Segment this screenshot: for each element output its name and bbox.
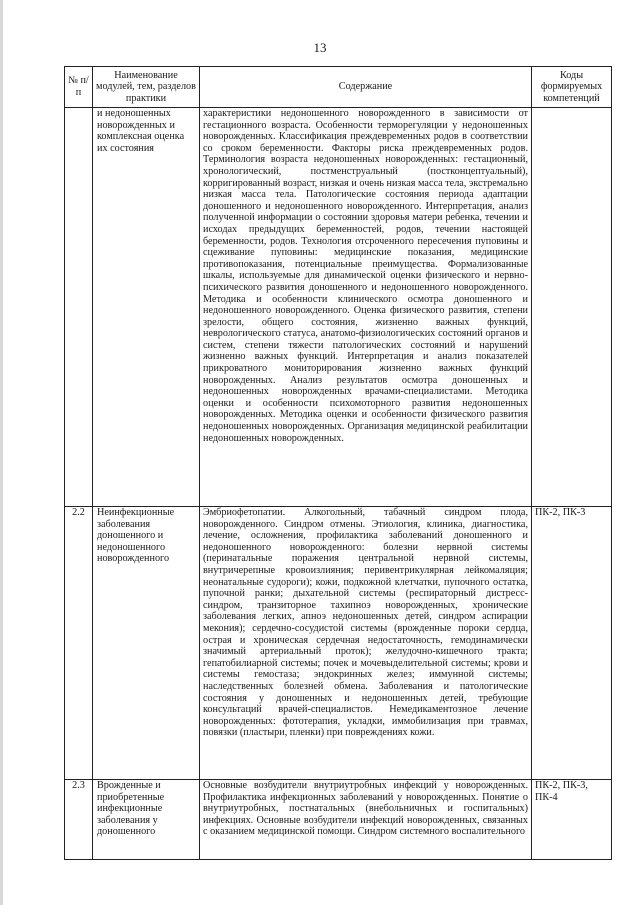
- row-codes: ПК-2, ПК-3, ПК-4: [532, 780, 612, 860]
- row-number: [65, 108, 93, 507]
- row-codes: ПК-2, ПК-3: [532, 507, 612, 780]
- row-number: 2.3: [65, 780, 93, 860]
- header-content: Содержание: [200, 67, 532, 108]
- page-number: 13: [313, 40, 327, 55]
- header-codes: Коды формируемых компетенций: [532, 67, 612, 108]
- scan-edge: [0, 0, 3, 905]
- table-header-row: [65, 67, 612, 108]
- row-content: характеристики недоношенного новорожденного в зависимости от гестационного возраста. Особенности терморегуляции у недоношенных новорожденных. Классификация преждевременных родов в соответствии со сроком беременности. Факторы риска преждевременных родов. Терминология возраста недоношенных новорожденных: гестационный, хронологический, постменструальный (постконцептуальный), корригированный возраст, низкая и очень низкая масса тела, экстремально низкая масса тела. Патологические состояния периода адаптации доношенного и недоношенного новорожденного. Интерпретация, анализ полученной информации о состоянии здоровья матери ребенка, течении и исходах предыдущих беременностей, родов, течении настоящей беременности, родов. Технология отсроченного пересечения пуповины и сцеживание пуповины: медицинские показания, медицинские противопоказания, потенциальные преимущества. Формализованные шкалы, используемые для динамической оценки физического и нервно-психического развития доношенного и недоношенного новорожденного. Методика и особенности клинического осмотра доношенного и недоношенного новорожденного. Оценка физического развития, степени зрелости, общего состояния, жизненно важных функций, неврологического статуса, анатомо-физиологических состояний органов и систем, степени тяжести патологических состояний и нарушений жизненно важных функций. Интерпретация и анализ показателей прикроватного мониторирования жизненно важных функций новорожденных. Анализ результатов осмотра доношенных и недоношенных новорожденных врачами-специалистами. Методика оценки и особенности психомоторного развития недоношенных новорожденных. Методика оценки и особенности физического развития недоношенных новорожденных. Организация медицинской реабилитации недоношенных новорожденных.: [200, 108, 532, 507]
- row-module-name: Врожденные и приобретенные инфекционные заболевания у доношенного: [93, 780, 200, 860]
- header-num: № п/п: [65, 67, 93, 108]
- table-row: [65, 507, 612, 780]
- header-name: Наименование модулей, тем, разделов практики: [93, 67, 200, 108]
- row-module-name: Неинфекционные заболевания доношенного и недоношенного новорожденного: [93, 507, 200, 780]
- table-row: [65, 780, 612, 860]
- curriculum-table: [64, 66, 612, 860]
- row-number: 2.2: [65, 507, 93, 780]
- table-row: [65, 108, 612, 507]
- row-content: Основные возбудители внутриутробных инфекций у новорожденных. Профилактика инфекционных заболеваний у новорожденных. Понятие о внутриутробных, постнатальных (внебольничных и госпитальных) инфекциях. Основные возбудители инфекций новорожденных, связанных с оказанием медицинской помощи. Синдром системного воспалительного: [200, 780, 532, 860]
- row-codes: [532, 108, 612, 507]
- row-module-name: и недоношенных новорожденных и комплексная оценка их состояния: [93, 108, 200, 507]
- row-content: Эмбриофетопатии. Алкогольный, табачный синдром плода, новорожденного. Синдром отмены. Этиология, клиника, диагностика, лечение, осложнения, профилактика заболеваний доношенного и недоношенного новорожденного: болезни нервной системы (перинатальные поражения центральной нервной системы, внутричерепные кровоизлияния; перивентрикулярная лейкомаляция; неонатальные судороги); кожи, подкожной клетчатки, пупочного остатка, пупочной ранки; дыхательной системы (респираторный дистресс-синдром, транзиторное тахипноэ новорожденных, хронические заболевания легких, апноэ недоношенных детей, синдром аспирации мекония); сердечно-сосудистой системы (врожденные пороки сердца, острая и хроническая сердечная недостаточность, гемодинамически значимый артериальный проток); желудочно-кишечного тракта; гепатобилиарной системы; почек и мочевыделительной системы; крови и системы гемостаза; эндокринных желез; иммунной системы; наследственных болезней обмена. Заболевания и патологические состояния у доношенных и недоношенных детей, требующие консультаций врачей-специалистов. Немедикаментозное лечение новорожденных: фототерапия, укладки, иммобилизация при травмах, повязки (пластыри, пленки) при повреждениях кожи.: [200, 507, 532, 780]
